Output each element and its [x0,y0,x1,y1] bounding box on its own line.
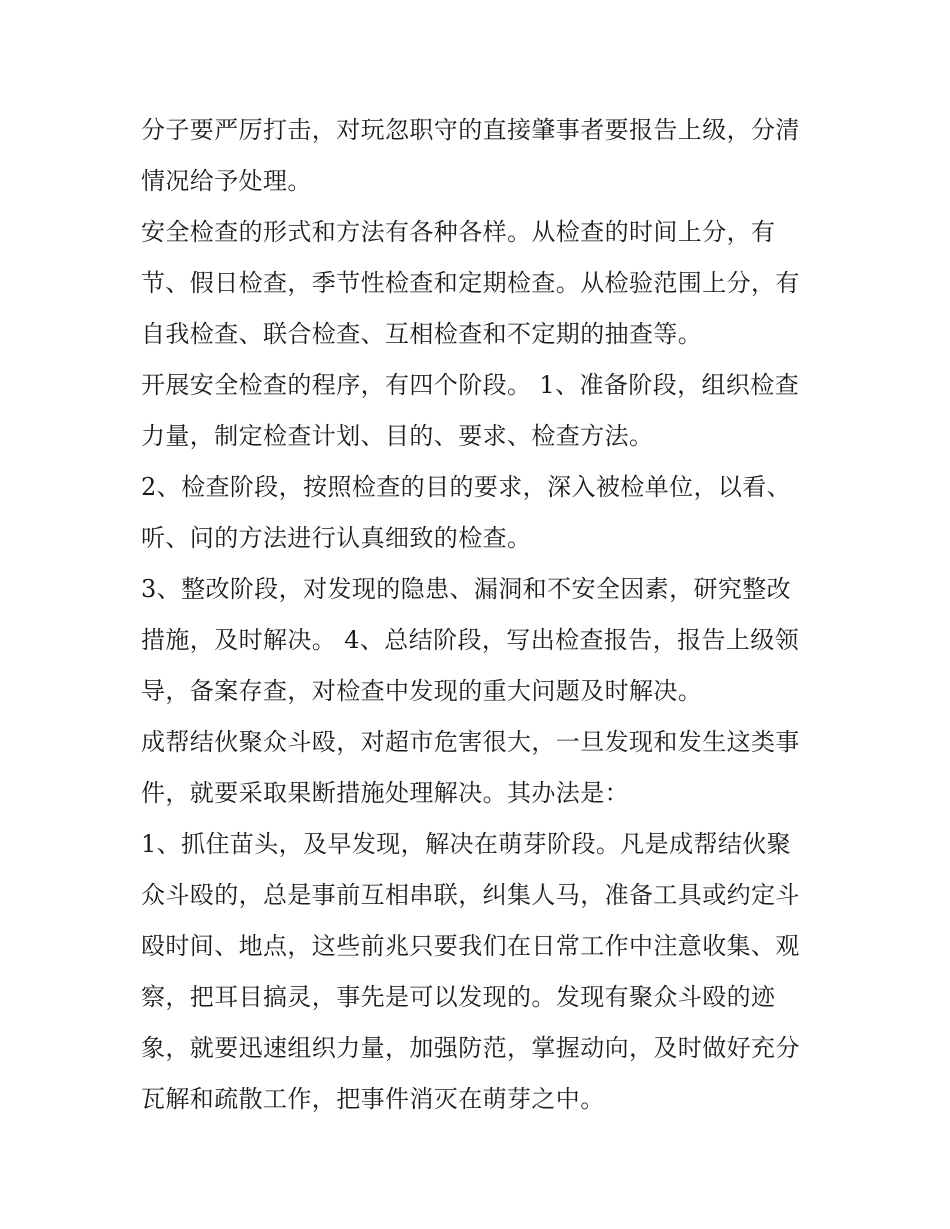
document-body [141,105,813,1125]
paragraph-2: 安全检查的形式和方法有各种各样。从检查的时间上分，有节、假日检查，季节性检查和定期检查。从检验范围上分，有自我检查、联合检查、互相检查和不定期的抽查等。 [141,218,800,348]
paragraph-7: 1、抓住苗头，及早发现，解决在萌芽阶段。凡是成帮结伙聚众斗殴的，总是事前互相串联，纠集人马，准备工具或约定斗殴时间、地点，这些前兆只要我们在日常工作中注意收集、观察，把耳目搞灵，事先是可以发现的。发现有聚众斗殴的迹象，就要迅速组织力量，加强防范，掌握动向，及时做好充分瓦解和疏散工作，把事件消灭在萌芽之中。 [141,830,800,1113]
paragraph-1: 分子要严厉打击，对玩忽职守的直接肇事者要报告上级，分清情况给予处理。 [141,116,800,195]
paragraph-5: 3、整改阶段，对发现的隐患、漏洞和不安全因素，研究整改措施，及时解决。 4、总结阶段，写出检查报告，报告上级领导，备案存查，对检查中发现的重大问题及时解决。 [141,575,800,705]
paragraph-4: 2、检查阶段，按照检查的目的要求，深入被检单位，以看、听、问的方法进行认真细致的检查。 [141,473,792,552]
paragraph-3: 开展安全检查的程序，有四个阶段。 1、准备阶段，组织检查力量，制定检查计划、目的、要求、检查方法。 [141,371,800,450]
paragraph-6: 成帮结伙聚众斗殴，对超市危害很大，一旦发现和发生这类事件，就要采取果断措施处理解决。其办法是： [141,728,800,807]
